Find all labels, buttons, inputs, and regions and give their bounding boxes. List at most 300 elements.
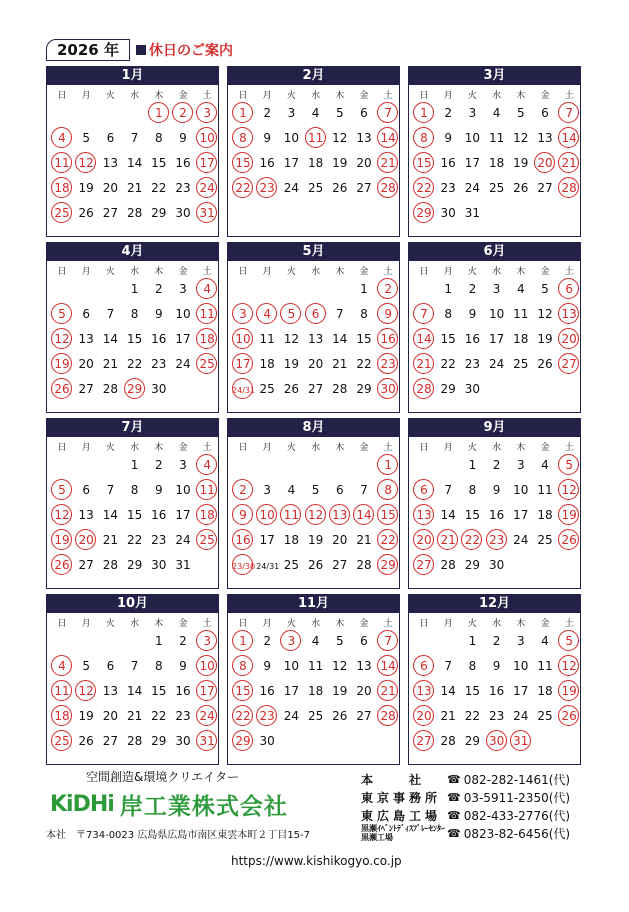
workday: [99, 504, 121, 526]
day-number: 19: [307, 533, 324, 547]
day-number: 14: [356, 508, 372, 522]
weekday-label: 月: [262, 91, 272, 101]
workday: [124, 529, 146, 551]
holiday-day: [196, 454, 218, 476]
workday: [99, 680, 121, 702]
weekday-label: 木: [516, 267, 526, 277]
day-number: 21: [102, 533, 119, 547]
day-number: 13: [561, 307, 577, 321]
day-number: 17: [259, 533, 275, 547]
day-number: 27: [78, 382, 94, 396]
workday: [280, 353, 302, 375]
workday: [305, 630, 327, 652]
weekday-label: 土: [383, 91, 393, 101]
workday: [461, 278, 483, 300]
day-number: 26: [54, 558, 70, 572]
day-number: 24/31: [232, 386, 256, 395]
month-1: [46, 66, 219, 236]
day-number: 17: [175, 332, 191, 346]
day-number: 30: [380, 382, 396, 396]
workday: [486, 454, 508, 476]
month-body: [408, 261, 581, 413]
workday: [510, 705, 532, 727]
weekday-label: 水: [492, 443, 502, 453]
day-number: 16: [175, 156, 191, 170]
day-number: 8: [468, 659, 477, 673]
month-title: 7月: [46, 418, 219, 437]
holiday-day: [51, 152, 73, 174]
weekday-label: 水: [311, 443, 321, 453]
workday: [329, 303, 351, 325]
month-body: [46, 437, 219, 589]
day-number: 15: [151, 684, 167, 698]
day-number: 30: [440, 206, 456, 220]
day-number: 29: [464, 558, 481, 572]
workday: [437, 680, 459, 702]
day-number: 8: [154, 659, 163, 673]
workday: [99, 655, 121, 677]
weekday-label: 月: [262, 443, 272, 453]
day-number: 13: [78, 508, 94, 522]
workday: [329, 655, 351, 677]
day-number: 3: [239, 307, 247, 321]
workday: [148, 353, 170, 375]
workday: [148, 177, 170, 199]
holiday-day: [558, 177, 580, 199]
holiday-day: [377, 504, 399, 526]
day-number: 7: [106, 307, 115, 321]
holiday-day: [51, 655, 73, 677]
workday: [124, 705, 146, 727]
holiday-day: [305, 127, 327, 149]
day-number: 27: [356, 181, 372, 195]
workday: [280, 529, 302, 551]
workday: [510, 278, 532, 300]
day-number: 13: [332, 508, 348, 522]
workday: [256, 655, 278, 677]
office-phone[interactable]: 082-282-1461(代): [463, 772, 571, 787]
workday: [99, 479, 121, 501]
holiday-day: [196, 353, 218, 375]
day-number: 2: [154, 282, 163, 296]
day-number: 6: [82, 483, 90, 497]
day-number: 25: [537, 709, 553, 723]
workday: [256, 328, 278, 350]
workday: [75, 504, 97, 526]
month-body: [408, 85, 581, 237]
day-number: 11: [307, 131, 324, 145]
day-number: 23: [259, 709, 275, 723]
workday: [148, 454, 170, 476]
day-number: 23: [488, 709, 505, 723]
weekday-label: 土: [202, 619, 212, 629]
day-number: 18: [199, 332, 215, 346]
weekday-label: 月: [443, 267, 453, 277]
weekday-label: 木: [335, 619, 345, 629]
day-number: 4: [58, 131, 66, 145]
day-number: 3: [516, 458, 525, 472]
day-number: 6: [360, 634, 368, 648]
holiday-day: [413, 504, 435, 526]
day-number: 13: [416, 508, 432, 522]
day-number: 19: [561, 684, 577, 698]
day-number: 10: [175, 483, 191, 497]
day-number: 20: [78, 357, 94, 371]
day-number: 30: [151, 558, 167, 572]
day-number: 22: [356, 357, 372, 371]
month-title: 3月: [408, 66, 581, 85]
holiday-day: [232, 705, 254, 727]
workday: [256, 630, 278, 652]
workday: [486, 278, 508, 300]
weekday-label: 木: [154, 619, 164, 629]
workday: [510, 630, 532, 652]
day-number: 23: [440, 181, 456, 195]
website-link[interactable]: https://www.kishikogyo.co.jp: [231, 854, 402, 868]
address: 本社 〒734-0023 広島県広島市南区東雲本町２丁目15-7: [46, 830, 311, 841]
workday: [510, 680, 532, 702]
day-number: 15: [151, 156, 167, 170]
weekday-label: 月: [81, 91, 91, 101]
holiday-day: [413, 303, 435, 325]
day-number: 13: [416, 684, 432, 698]
holiday-day: [413, 152, 435, 174]
holiday-day: [558, 328, 580, 350]
office-name: 東広島工場: [361, 808, 442, 823]
workday: [75, 303, 97, 325]
weekday-label: 火: [286, 91, 296, 101]
workday: [353, 655, 375, 677]
day-number: 16: [151, 332, 167, 346]
holiday-day: [196, 278, 218, 300]
holiday-day: [196, 303, 218, 325]
day-number: 29: [235, 734, 251, 748]
day-number: 6: [420, 659, 428, 673]
holiday-day: [51, 378, 73, 400]
day-number: 10: [513, 483, 529, 497]
weekday-label: 火: [105, 91, 115, 101]
weekday-label: 月: [262, 267, 272, 277]
workday: [534, 328, 556, 350]
day-number: 5: [565, 634, 573, 648]
holiday-day: [558, 278, 580, 300]
day-number: 18: [283, 533, 300, 547]
day-number: 24: [513, 709, 529, 723]
workday: [534, 504, 556, 526]
holiday-day: [377, 680, 399, 702]
day-number: 24: [175, 357, 191, 371]
day-number: 22: [235, 181, 251, 195]
workday: [280, 177, 302, 199]
workday: [486, 102, 508, 124]
day-number: 24: [283, 709, 300, 723]
holiday-day: [232, 504, 254, 526]
workday: [99, 529, 121, 551]
day-number: 6: [335, 483, 344, 497]
day-number: 8: [444, 307, 452, 321]
workday: [148, 680, 170, 702]
weekday-label: 木: [516, 619, 526, 629]
day-number: 17: [488, 332, 505, 346]
day-number: 11: [54, 684, 70, 698]
workday: [329, 102, 351, 124]
day-number: 15: [126, 332, 143, 346]
holiday-day: [75, 152, 97, 174]
holiday-day: [377, 177, 399, 199]
holiday-day: [377, 630, 399, 652]
day-number: 7: [130, 131, 139, 145]
workday: [99, 730, 121, 752]
holiday-day: [558, 454, 580, 476]
day-number: 30: [464, 382, 481, 396]
workday: [256, 680, 278, 702]
day-number: 19: [54, 533, 70, 547]
holiday-day: [196, 529, 218, 551]
weekday-label: 月: [81, 267, 91, 277]
holiday-day: [51, 177, 73, 199]
day-number: 9: [179, 131, 187, 145]
office-phone[interactable]: 03-5911-2350(代): [463, 790, 571, 805]
day-number: 29: [126, 382, 143, 396]
day-number: 10: [199, 659, 215, 673]
holiday-day: [148, 102, 170, 124]
workday: [461, 730, 483, 752]
year-label: 2026 年: [46, 39, 130, 61]
workday: [124, 680, 146, 702]
day-number: 1: [468, 634, 477, 648]
workday: [305, 378, 327, 400]
day-number: 5: [541, 282, 549, 296]
weekday-label: 月: [443, 443, 453, 453]
day-number: 28: [102, 558, 119, 572]
month-10: [46, 594, 219, 764]
day-number: 25: [283, 558, 300, 572]
day-number: 3: [179, 458, 187, 472]
workday: [437, 152, 459, 174]
holiday-day: [51, 127, 73, 149]
workday: [124, 177, 146, 199]
day-number: 1: [384, 458, 392, 472]
day-number: 21: [126, 709, 143, 723]
day-number: 12: [513, 131, 529, 145]
day-number: 7: [384, 634, 392, 648]
workday: [329, 328, 351, 350]
day-number: 21: [332, 357, 348, 371]
workday: [486, 705, 508, 727]
holiday-day: [558, 353, 580, 375]
month-body: [46, 261, 219, 413]
holiday-day: [75, 529, 97, 551]
holiday-day: [232, 529, 254, 551]
workday: [172, 554, 194, 576]
workday: [305, 554, 327, 576]
workday: [280, 705, 302, 727]
day-number: 5: [58, 483, 66, 497]
workday: [486, 328, 508, 350]
holiday-day: [196, 127, 218, 149]
holiday-day: [377, 529, 399, 551]
workday: [510, 529, 532, 551]
holiday-day: [256, 504, 278, 526]
weekday-label: 土: [202, 443, 212, 453]
day-number: 2: [444, 106, 452, 120]
day-number: 8: [130, 307, 139, 321]
holiday-day: [51, 353, 73, 375]
holiday-day: [377, 479, 399, 501]
workday: [172, 504, 194, 526]
day-number: 27: [537, 181, 553, 195]
workday: [534, 177, 556, 199]
day-number: 15: [126, 508, 143, 522]
workday: [437, 504, 459, 526]
weekday-label: 火: [467, 91, 477, 101]
day-number: 10: [488, 307, 505, 321]
workday: [148, 278, 170, 300]
day-number: 28: [380, 181, 396, 195]
holiday-day: [256, 303, 278, 325]
weekday-label: 木: [335, 267, 345, 277]
workday: [172, 278, 194, 300]
holiday-day: [413, 127, 435, 149]
day-number: 15: [235, 684, 251, 698]
month-5: [227, 242, 400, 412]
day-number: 26: [78, 206, 94, 220]
day-number: 7: [444, 483, 452, 497]
day-number: 24: [488, 357, 505, 371]
workday: [329, 177, 351, 199]
holiday-day: [353, 504, 375, 526]
day-number: 23/30: [232, 562, 256, 571]
day-number: 14: [416, 332, 432, 346]
office-phone[interactable]: 0823-82-6456(代): [463, 826, 571, 841]
workday: [172, 680, 194, 702]
holiday-day: [196, 705, 218, 727]
day-number: 9: [154, 483, 163, 497]
weekday-label: 日: [238, 91, 248, 101]
day-number: 22: [151, 181, 167, 195]
workday: [461, 378, 483, 400]
workday: [148, 479, 170, 501]
workday: [75, 353, 97, 375]
workday: [256, 102, 278, 124]
office-phone[interactable]: 082-433-2776(代): [463, 808, 571, 823]
workday: [305, 102, 327, 124]
holiday-day: [377, 278, 399, 300]
day-number: 10: [283, 659, 300, 673]
day-number: 27: [561, 357, 577, 371]
day-number: 22: [440, 357, 456, 371]
day-number: 29: [440, 382, 456, 396]
day-number: 4: [541, 634, 549, 648]
day-number: 26: [78, 734, 94, 748]
workday: [99, 177, 121, 199]
office-row: [361, 770, 586, 788]
day-number: 28: [440, 558, 456, 572]
day-number: 2: [384, 282, 392, 296]
day-number: 11: [283, 508, 300, 522]
day-number: 2: [468, 282, 477, 296]
day-number: 26: [561, 709, 577, 723]
office-row: [361, 824, 586, 842]
workday: [510, 127, 532, 149]
workday: [534, 353, 556, 375]
month-body: [408, 613, 581, 765]
day-number: 4: [492, 106, 501, 120]
weekday-label: 金: [359, 443, 369, 453]
day-number: 14: [380, 659, 396, 673]
weekday-label: 金: [540, 619, 550, 629]
day-number: 20: [356, 156, 372, 170]
workday: [148, 554, 170, 576]
day-number: 19: [54, 357, 70, 371]
weekday-label: 水: [492, 91, 502, 101]
month-body: [46, 85, 219, 237]
day-number: 20: [416, 533, 432, 547]
month-body: [227, 613, 400, 765]
workday: [461, 353, 483, 375]
day-number: 12: [537, 307, 553, 321]
weekday-label: 日: [57, 91, 67, 101]
day-number: 6: [420, 483, 428, 497]
day-number: 23: [151, 533, 167, 547]
calendar-grid: [46, 66, 582, 748]
holiday-label: 休日のご案内: [148, 43, 233, 59]
workday: [256, 127, 278, 149]
day-number: 4: [203, 458, 211, 472]
month-title: 2月: [227, 66, 400, 85]
workday: [461, 152, 483, 174]
workday: [99, 705, 121, 727]
day-number: 21: [561, 156, 577, 170]
day-number: 19: [78, 181, 94, 195]
holiday-day: [232, 554, 254, 576]
day-number: 10: [259, 508, 275, 522]
day-number: 2: [492, 634, 501, 648]
workday: [99, 127, 121, 149]
workday: [172, 479, 194, 501]
day-number: 7: [565, 106, 573, 120]
day-number: 26: [332, 709, 348, 723]
holiday-day: [196, 504, 218, 526]
workday: [124, 655, 146, 677]
workday: [280, 127, 302, 149]
day-number: 5: [335, 106, 344, 120]
holiday-day: [196, 152, 218, 174]
day-number: 9: [492, 659, 501, 673]
day-number: 2: [263, 106, 271, 120]
workday: [353, 630, 375, 652]
workday: [353, 353, 375, 375]
day-number: 14: [126, 684, 143, 698]
weekday-label: 日: [419, 91, 429, 101]
day-number: 9: [384, 307, 392, 321]
day-number: 7: [384, 106, 392, 120]
day-number: 6: [106, 659, 115, 673]
weekday-label: 日: [57, 619, 67, 629]
holiday-day: [534, 152, 556, 174]
workday: [510, 102, 532, 124]
telephone-icon: ☎: [447, 826, 461, 840]
workday: [510, 303, 532, 325]
workday: [437, 202, 459, 224]
day-number: 19: [332, 684, 348, 698]
holiday-day: [486, 529, 508, 551]
day-number: 5: [335, 634, 344, 648]
workday: [510, 177, 532, 199]
tagline: 空間創造&環境クリエイター: [86, 770, 240, 784]
workday: [353, 529, 375, 551]
day-number: 9: [263, 659, 271, 673]
